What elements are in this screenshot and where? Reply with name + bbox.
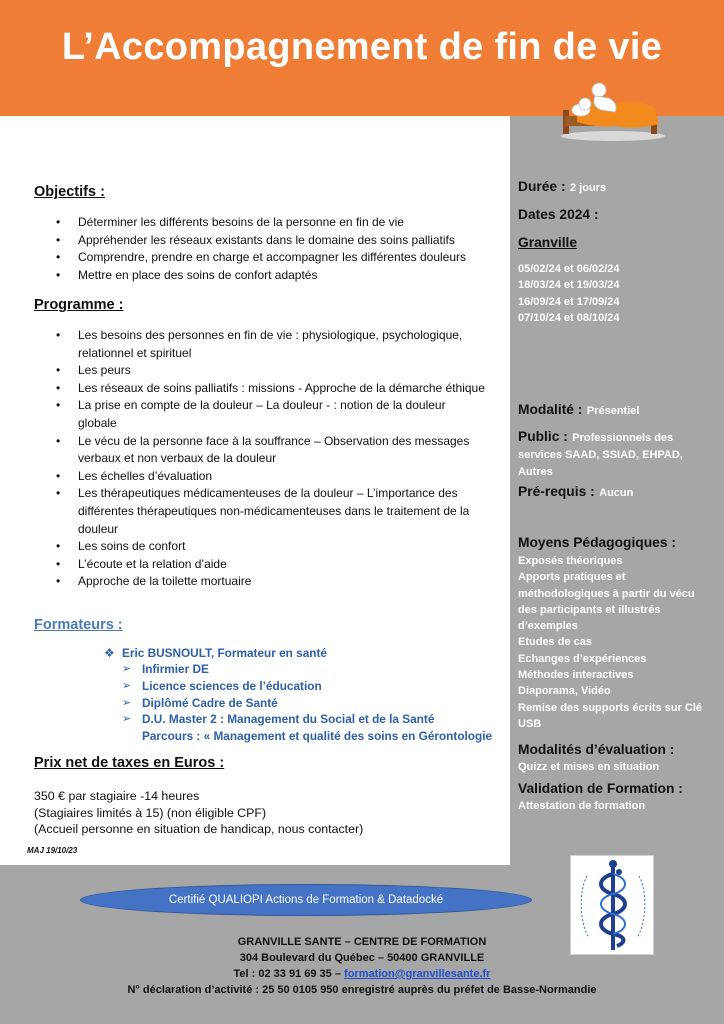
trainer-block bbox=[104, 645, 504, 745]
list-item: ➢ Diplômé Cadre de Santé bbox=[122, 695, 278, 710]
footer-declaration: N° déclaration d’activité : 25 50 0105 950 enregistré auprès du préfet de Basse-Normandie bbox=[127, 984, 597, 996]
prix-line: (Accueil personne en situation de handicap, nous contacter) bbox=[34, 822, 364, 837]
evaluation-value: Quizz et mises en situation bbox=[518, 761, 660, 773]
prerequis-label: Pré-requis : bbox=[518, 484, 595, 499]
footer-contact bbox=[0, 934, 724, 998]
programme-list bbox=[56, 327, 486, 591]
list-item: ➢ Infirmier DE bbox=[122, 662, 209, 676]
formateurs-heading: Formateurs : bbox=[34, 617, 123, 633]
prix-line: 350 € par stagiaire -14 heures bbox=[34, 789, 200, 803]
list-item: • Déterminer les différents besoins de la personne en fin de vie bbox=[56, 214, 496, 232]
footer-phone-row bbox=[0, 966, 724, 982]
list-item: • Comprendre, prendre en charge et accompagner les différentes douleurs bbox=[56, 249, 496, 267]
arrow-bullet-icon: ➢ bbox=[122, 696, 132, 709]
validation-value: Attestation de formation bbox=[518, 800, 646, 812]
public-value: Professionnels des services SAAD, SSIAD, EHPAD, Autres bbox=[518, 432, 683, 478]
list-item: • Les peurs bbox=[56, 362, 486, 380]
dates-list bbox=[518, 261, 718, 326]
public-row bbox=[518, 429, 718, 480]
list-item: • Mettre en place des soins de confort adaptés bbox=[56, 267, 496, 285]
list-item: • Approche de la toilette mortuaire bbox=[56, 573, 486, 591]
update-date: MAJ 19/10/23 bbox=[27, 846, 78, 855]
page-title: L’Accompagnement de fin de vie bbox=[61, 26, 663, 68]
list-item: • Les échelles d’évaluation bbox=[56, 468, 486, 486]
arrow-bullet-icon: ➢ bbox=[122, 679, 132, 692]
public-label: Public : bbox=[518, 429, 568, 444]
list-item: • Les réseaux de soins palliatifs : missions - Approche de la démarche éthique bbox=[56, 380, 486, 398]
objectifs-list bbox=[56, 214, 496, 284]
prix-heading: Prix net de taxes en Euros : bbox=[34, 755, 225, 771]
moyen-item: Etudes de cas bbox=[518, 636, 592, 649]
list-item: • L’écoute et la relation d’aide bbox=[56, 556, 486, 574]
list-item: • Les thérapeutiques médicamenteuses de la douleur – L’importance des différentes thérapeutiques non-médicamenteuses dans le traitement de la douleur bbox=[56, 485, 486, 538]
moyen-item: Apports pratiques et méthodologiques à partir du vécu des participants et illustrés d’exemples bbox=[518, 571, 695, 633]
dates-label: Dates 2024 : bbox=[518, 207, 599, 222]
evaluation-label: Modalités d’évaluation : bbox=[518, 742, 675, 757]
modalite-value: Présentiel bbox=[586, 405, 640, 417]
date-item: 18/03/24 et 19/03/24 bbox=[518, 279, 620, 292]
prix-line: (Stagiaires limités à 15) (non éligible CPF) bbox=[34, 805, 267, 820]
trainer-lead bbox=[104, 645, 504, 661]
objectifs-heading: Objectifs : bbox=[34, 184, 105, 200]
duree-value: 2 jours bbox=[570, 182, 607, 194]
list-item: • Les soins de confort bbox=[56, 538, 486, 556]
trainer-name: Eric BUSNOULT, Formateur en santé bbox=[122, 646, 327, 660]
moyens-list bbox=[518, 553, 714, 732]
modalite-label: Modalité : bbox=[518, 402, 583, 417]
footer-address: 304 Boulevard du Québec – 50400 GRANVILLE bbox=[239, 952, 485, 964]
list-item: • Le vécu de la personne face à la souffrance – Observation des messages verbaux et non verbaux de la douleur bbox=[56, 433, 486, 468]
list-item: ➢ Licence sciences de l’éducation bbox=[122, 678, 322, 693]
validation-label: Validation de Formation : bbox=[518, 781, 683, 796]
duree-row bbox=[518, 178, 718, 196]
trainer-qualifications bbox=[122, 661, 504, 728]
arrow-bullet-icon: ➢ bbox=[122, 713, 132, 726]
moyen-item: Diaporama, Vidéo bbox=[518, 685, 611, 698]
footer-tel: Tel : 02 33 91 69 35 – bbox=[233, 968, 341, 980]
list-item: • La prise en compte de la douleur – La douleur - : notion de la douleur globale bbox=[56, 397, 486, 432]
arrow-bullet-icon: ➢ bbox=[122, 663, 132, 675]
programme-heading: Programme : bbox=[34, 297, 124, 313]
patient-care-illustration bbox=[555, 80, 667, 142]
moyens-label: Moyens Pédagogiques : bbox=[518, 535, 676, 550]
moyen-item: Echanges d’expériences bbox=[518, 652, 647, 665]
prerequis-value: Aucun bbox=[599, 487, 634, 499]
date-item: 07/10/24 et 08/10/24 bbox=[518, 311, 620, 324]
list-item: • Appréhender les réseaux existants dans le domaine des soins palliatifs bbox=[56, 232, 496, 250]
moyen-item: Exposés théoriques bbox=[518, 555, 623, 567]
qualiopi-badge: Certifié QUALIOPI Actions de Formation & Datadocké bbox=[80, 884, 532, 916]
moyen-item: Remise des supports écrits sur Clé USB bbox=[518, 701, 703, 730]
date-item: 05/02/24 et 06/02/24 bbox=[518, 263, 620, 275]
prix-details bbox=[34, 788, 363, 838]
footer-org: GRANVILLE SANTE – CENTRE DE FORMATION bbox=[237, 936, 487, 948]
moyen-item: Méthodes interactives bbox=[518, 669, 634, 682]
modalite-row bbox=[518, 401, 718, 419]
location-label: Granville bbox=[518, 235, 578, 250]
trainer-parcours: Parcours : « Management et qualité des soins en Gérontologie bbox=[142, 729, 493, 744]
prerequis-row bbox=[518, 483, 718, 501]
duree-label: Durée : bbox=[518, 179, 566, 194]
date-item: 16/09/24 et 17/09/24 bbox=[518, 295, 620, 308]
list-item: • Les besoins des personnes en fin de vie : physiologique, psychologique, relationnel et spirituel bbox=[56, 327, 486, 362]
diamond-bullet-icon: ❖ bbox=[104, 646, 115, 660]
list-item: ➢ D.U. Master 2 : Management du Social et de la Santé bbox=[122, 712, 435, 727]
email-link[interactable]: formation@granvillesante.fr bbox=[344, 968, 491, 980]
